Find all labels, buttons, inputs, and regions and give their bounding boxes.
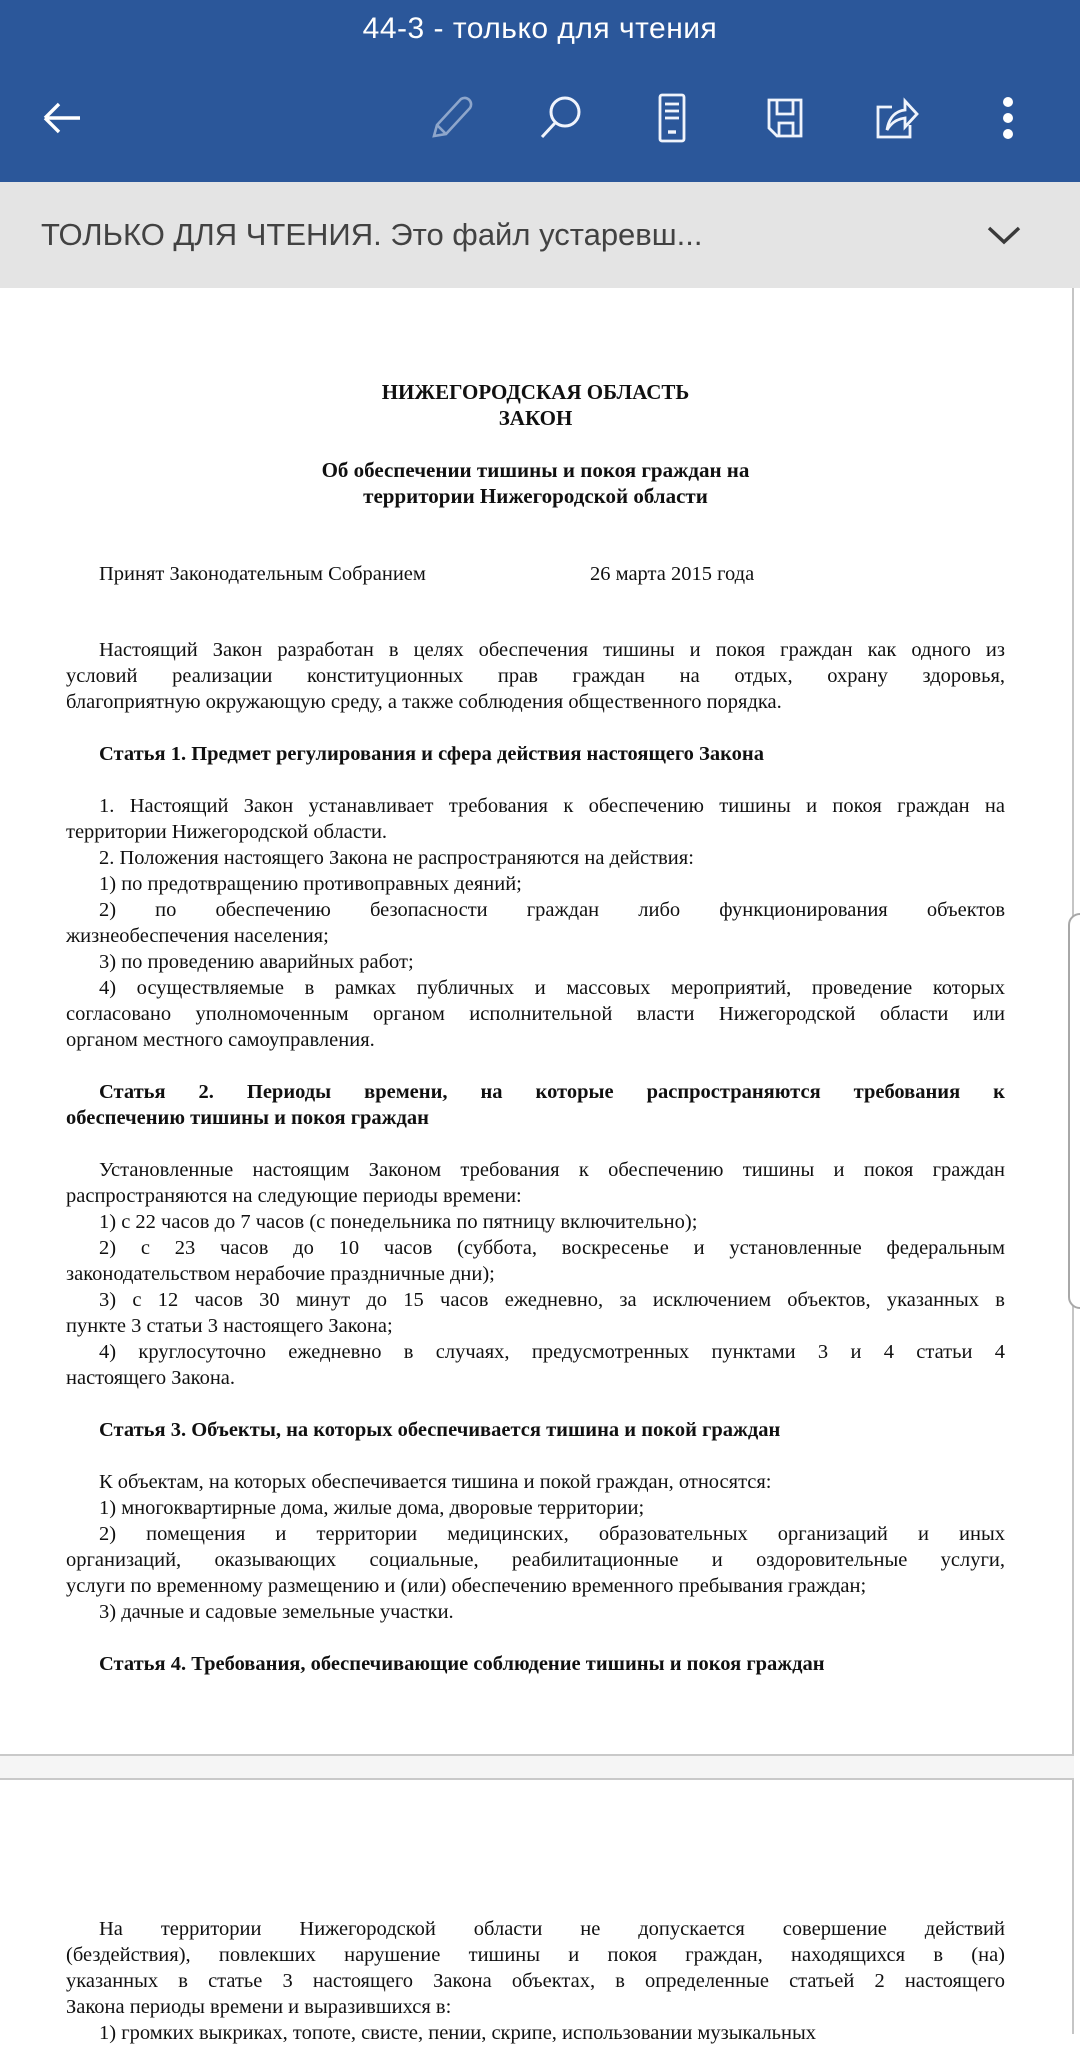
paragraph: [66, 1157, 1005, 1209]
save-floppy-icon[interactable]: [757, 90, 813, 146]
article-heading: [66, 741, 1005, 767]
text-line: На территории Нижегородской области не допускается совершение действий: [99, 1918, 1005, 1940]
readonly-banner-text: ТОЛЬКО ДЛЯ ЧТЕНИЯ. Это файл устаревш...: [41, 217, 703, 252]
text-line: 1. Настоящий Закон устанавливает требования к обеспечению тишины и покоя граждан на: [99, 795, 1005, 817]
paragraph: [66, 793, 1005, 845]
text-line: организаций, оказывающих социальные, реабилитационные и оздоровительные услуги,: [66, 1549, 1005, 1571]
text-line: настоящего Закона.: [66, 1367, 236, 1389]
text-line: 1) с 22 часов до 7 часов (с понедельника по пятницу включительно);: [99, 1211, 698, 1233]
text-line: 1) многоквартирные дома, жилые дома, дворовые территории;: [99, 1497, 645, 1519]
adoption-line: [66, 561, 1005, 587]
text-line: 2) по обеспечению безопасности граждан либо функционирования объектов: [99, 899, 1005, 921]
text-line: Закона периоды времени и выразившихся в:: [66, 1996, 452, 2018]
text-line: 2. Положения настоящего Закона не распространяются на действия:: [99, 847, 694, 869]
text-line: обеспечению тишины и покоя граждан: [66, 1107, 429, 1129]
text-line: (бездействия), повлекших нарушение тишины и покоя граждан, находящихся в (на): [66, 1944, 1005, 1966]
adopted-date-text: 26 марта 2015 года: [590, 563, 755, 585]
text-line: жизнеобеспечения населения;: [66, 925, 329, 947]
mobile-read-view-icon[interactable]: [644, 90, 700, 146]
article-heading: [66, 1651, 1005, 1677]
text-line: согласовано уполномоченным органом исполнительной власти Нижегородской области или: [66, 1003, 1005, 1025]
adopted-by-text: Принят Законодательным Собранием: [99, 563, 426, 585]
paragraph: [66, 1235, 1005, 1287]
page1-text-blocks: [66, 637, 1005, 1677]
text-line: 3) дачные и садовые земельные участки.: [99, 1601, 454, 1623]
vertical-scrollbar-thumb[interactable]: [1068, 913, 1080, 1309]
text-line: 2) с 23 часов до 10 часов (суббота, воскресенье и установленные федеральным: [99, 1237, 1005, 1259]
search-icon[interactable]: [533, 90, 589, 146]
paragraph: [66, 637, 1005, 715]
page-break-gap: [0, 1754, 1074, 1780]
paragraph: [66, 2020, 1005, 2046]
paragraph: [66, 949, 1005, 975]
text-line: Статья 4. Требования, обеспечивающие соблюдение тишины и покоя граждан: [99, 1653, 825, 1675]
edit-pencil-icon[interactable]: [422, 90, 478, 146]
app-header: [0, 0, 1080, 182]
paragraph: [66, 1339, 1005, 1391]
paragraph: [66, 1521, 1005, 1599]
overflow-menu-icon[interactable]: [980, 90, 1036, 146]
paragraph: [66, 897, 1005, 949]
document-scroll-area[interactable]: [0, 288, 1080, 2044]
text-line: органом местного самоуправления.: [66, 1029, 375, 1051]
text-line: законодательством нерабочие праздничные дни);: [66, 1263, 495, 1285]
document-title-bar: 44-3 - только для чтения: [362, 12, 718, 45]
article-heading: [66, 1079, 1005, 1131]
text-line: условий реализации конституционных прав граждан на отдых, охрану здоровья,: [66, 665, 1005, 687]
text-line: 1) громких выкриках, топоте, свисте, пении, скрипе, использовании музыкальных: [99, 2022, 817, 2044]
back-arrow-icon[interactable]: [34, 90, 90, 146]
text-line: 2) помещения и территории медицинских, образовательных организаций и иных: [99, 1523, 1005, 1545]
law-title: Об обеспечении тишины и покоя граждан на территории Нижегородской области: [321, 458, 750, 508]
text-line: Настоящий Закон разработан в целях обеспечения тишины и покоя граждан как одного из: [99, 639, 1005, 661]
text-line: указанных в статье 3 настоящего Закона объектах, в определенные статьей 2 настоящего: [66, 1970, 1005, 1992]
text-line: услуги по временному размещению и (или) обеспечению временного пребывания граждан;: [66, 1575, 867, 1597]
text-line: 3) по проведению аварийных работ;: [99, 951, 414, 973]
paragraph: [66, 871, 1005, 897]
text-line: территории Нижегородской области.: [66, 821, 388, 843]
text-line: пункте 3 статьи 3 настоящего Закона;: [66, 1315, 393, 1337]
page2-text-blocks: [66, 1916, 1005, 2046]
text-line: 3) с 12 часов 30 минут до 15 часов ежедневно, за исключением объектов, указанных в: [99, 1289, 1005, 1311]
paragraph: [66, 845, 1005, 871]
text-line: Статья 2. Периоды времени, на которые распространяются требования к: [99, 1081, 1005, 1103]
text-line: Статья 1. Предмет регулирования и сфера действия настоящего Закона: [99, 743, 764, 765]
org-heading-line: ЗАКОН: [498, 406, 573, 430]
document-page-2: [0, 1780, 1074, 2044]
paragraph: [66, 1209, 1005, 1235]
text-line: 1) по предотвращению противоправных деяний;: [99, 873, 522, 895]
text-line: 4) осуществляемые в рамках публичных и массовых мероприятий, проведение которых: [99, 977, 1005, 999]
text-line: Статья 3. Объекты, на которых обеспечивается тишина и покой граждан: [99, 1419, 781, 1441]
readonly-banner[interactable]: [0, 182, 1080, 288]
text-line: К объектам, на которых обеспечивается тишина и покой граждан, относятся:: [99, 1471, 772, 1493]
paragraph: [66, 1916, 1005, 2020]
article-heading: [66, 1417, 1005, 1443]
text-line: Установленные настоящим Законом требования к обеспечению тишины и покоя граждан: [99, 1159, 1005, 1181]
paragraph: [66, 1469, 1005, 1495]
paragraph: [66, 1287, 1005, 1339]
text-line: благоприятную окружающую среду, а также соблюдения общественного порядка.: [66, 691, 782, 713]
paragraph: [66, 1599, 1005, 1625]
paragraph: [66, 975, 1005, 1053]
paragraph: [66, 1495, 1005, 1521]
org-heading-line: НИЖЕГОРОДСКАЯ ОБЛАСТЬ: [381, 380, 690, 404]
document-page-1: [0, 288, 1074, 1754]
text-line: 4) круглосуточно ежедневно в случаях, предусмотренных пунктами 3 и 4 статьи 4: [99, 1341, 1005, 1363]
share-icon[interactable]: [867, 90, 923, 146]
text-line: распространяются на следующие периоды времени:: [66, 1185, 522, 1207]
chevron-down-icon[interactable]: [985, 224, 1023, 246]
